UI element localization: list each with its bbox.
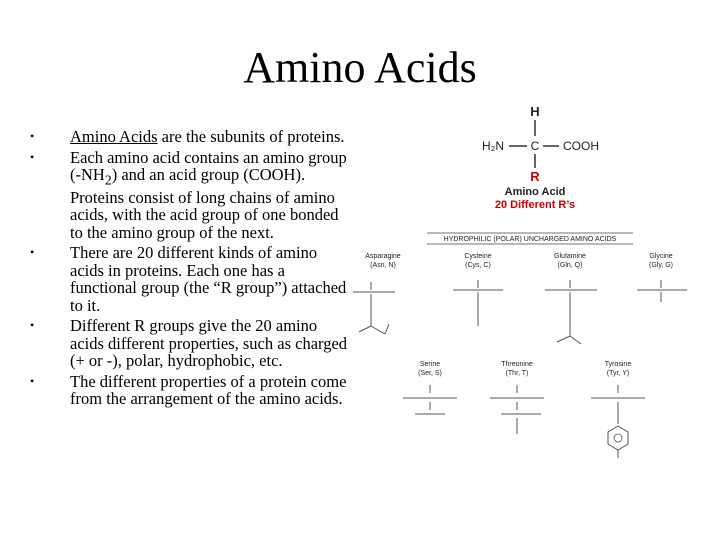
bullet-list: [30, 128, 350, 411]
bullet-dot: •: [30, 129, 35, 143]
svg-text:(Ser, S): (Ser, S): [418, 370, 442, 377]
bullet-text: ) and an acid group (COOH). Proteins consist of long chains of amino acids, with the acid group of one bonded to the amino group of the next.: [70, 165, 339, 242]
svg-text:Glutamine: Glutamine: [554, 253, 586, 260]
bullet-item: [30, 128, 350, 146]
generic-structure: [482, 104, 599, 211]
bullet-item: [30, 373, 350, 408]
generic-h-label: H: [530, 104, 540, 119]
amino-acid-cysteine: [453, 253, 503, 326]
svg-text:(Cys, C): (Cys, C): [465, 262, 491, 269]
slide-title: Amino Acids: [243, 43, 477, 92]
bullet-text: Different R groups give the 20 amino acids different properties, such as charged (+ or -), polar, hydrophobic, etc.: [70, 316, 348, 371]
svg-text:Cysteine: Cysteine: [464, 253, 492, 260]
category-label: HYDROPHILIC (POLAR) UNCHARGED AMINO ACIDS: [443, 236, 617, 243]
svg-text:Asparagine: Asparagine: [365, 253, 401, 260]
svg-text:Glycine: Glycine: [649, 253, 673, 260]
bullet-dot: •: [30, 318, 35, 333]
svg-text:(Thr, T): (Thr, T): [505, 370, 529, 377]
bullet-text: The different properties of a protein come from the arrangement of the amino acids.: [70, 371, 347, 409]
bullet-dot: •: [30, 373, 35, 388]
bullet-dot: •: [30, 245, 35, 260]
amino-acid-threonine: [490, 361, 544, 434]
svg-text:(Asn, N): (Asn, N): [370, 262, 396, 269]
bullet-subscript: 2: [104, 172, 112, 188]
amino-acid-serine: [403, 361, 457, 414]
svg-text:(Gly, G): (Gly, G): [649, 262, 673, 269]
generic-c-label: C: [530, 139, 540, 153]
amino-acid-tyrosine: [591, 361, 645, 458]
bullet-dot: •: [30, 149, 35, 164]
svg-text:Threonine: Threonine: [501, 361, 533, 368]
amino-acid-figure: [345, 100, 695, 480]
generic-cooh-label: COOH: [563, 139, 599, 153]
svg-text:(Gln, Q): (Gln, Q): [557, 262, 583, 269]
caption-amino-acid: Amino Acid: [504, 186, 566, 198]
generic-h2n-label: H₂N: [482, 139, 504, 153]
bullet-lead: Amino Acids: [70, 127, 158, 146]
bullet-text: There are 20 different kinds of amino acids in proteins. Each one has a functional group (the “R group”) attached to it.: [70, 243, 347, 315]
bullet-text: Each amino acid contains an amino group (-NH: [70, 147, 347, 184]
svg-text:(Tyr, Y): (Tyr, Y): [606, 370, 630, 377]
amino-acid-glycine: [637, 253, 687, 302]
svg-text:Tyrosine: Tyrosine: [604, 361, 632, 368]
bullet-item: [30, 317, 350, 370]
generic-r-label: R: [530, 169, 540, 184]
benzene-ring-icon: [608, 426, 628, 450]
amino-acid-diagram: [345, 100, 695, 480]
bullet-text: are the subunits of proteins.: [157, 127, 345, 146]
caption-20-rs: 20 Different R’s: [494, 199, 576, 211]
amino-acid-glutamine: [545, 253, 597, 344]
bullet-item: [30, 149, 350, 242]
amino-acid-asparagine: [353, 253, 401, 334]
svg-text:Serine: Serine: [419, 361, 441, 368]
bullet-item: [30, 244, 350, 314]
